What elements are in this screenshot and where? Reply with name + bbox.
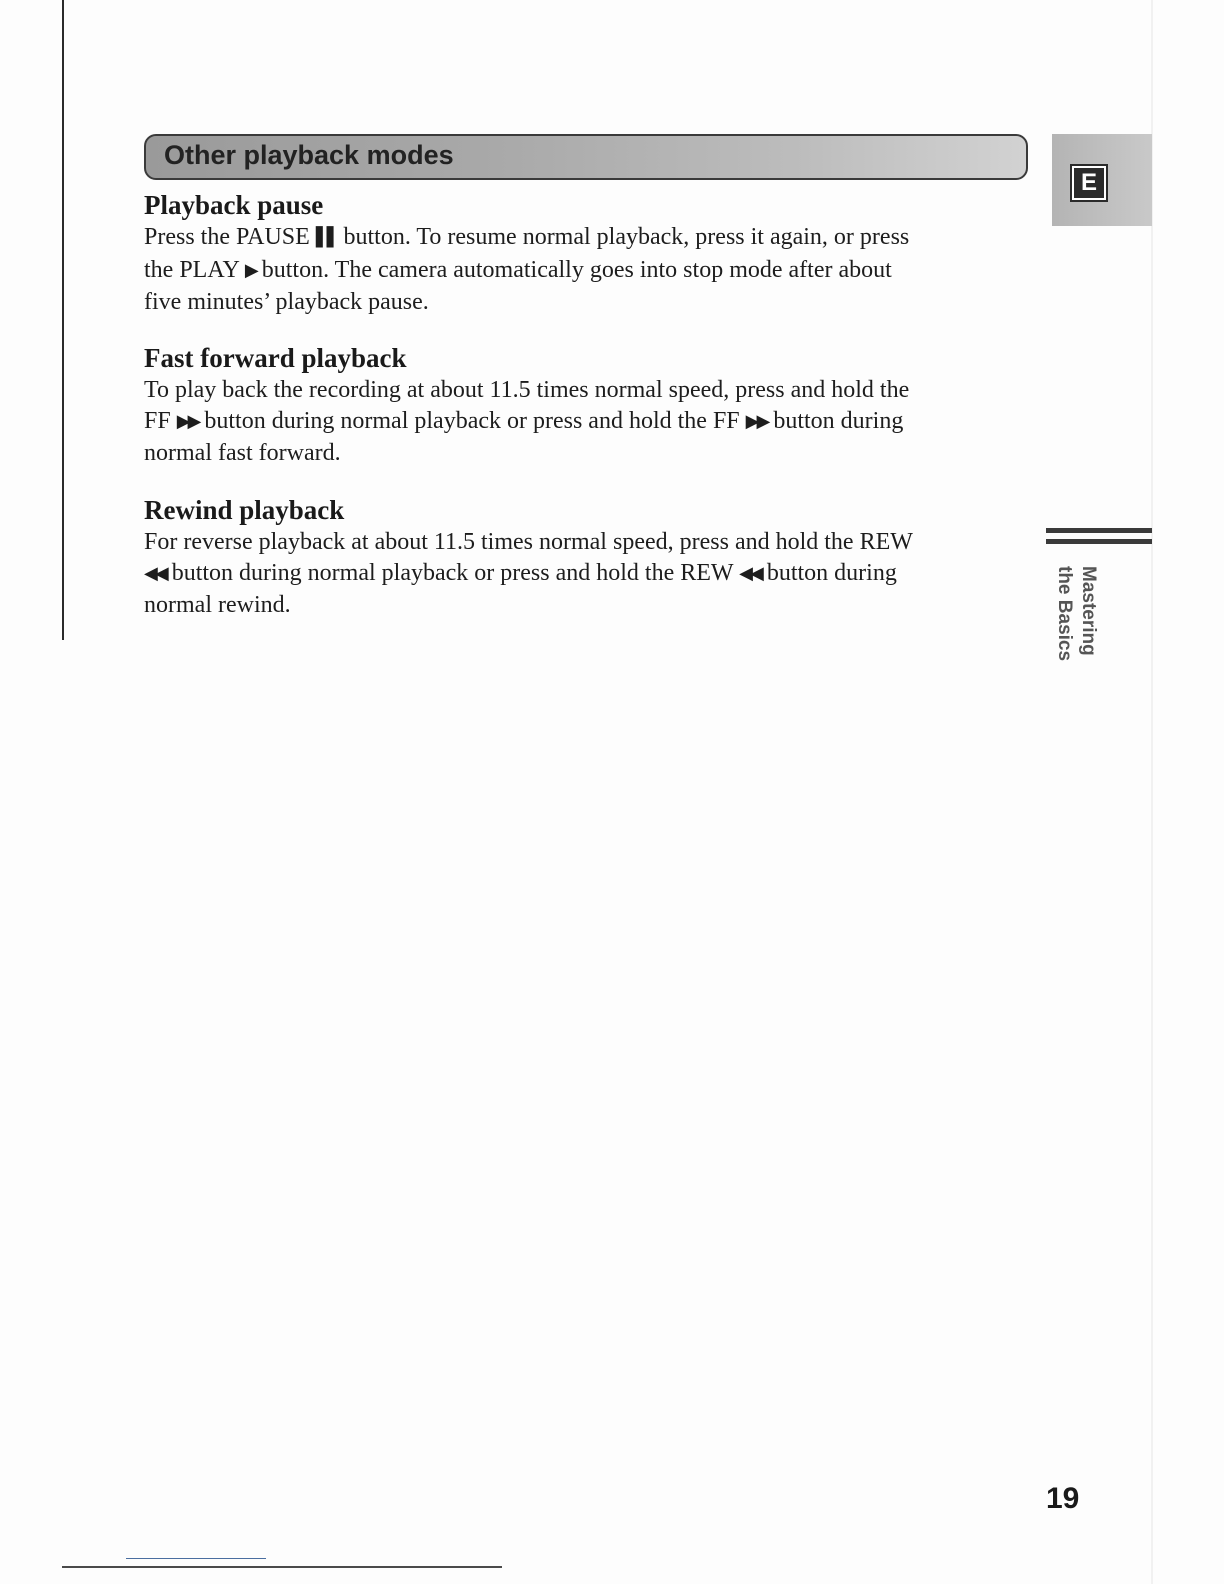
binding-edge-line — [62, 0, 64, 640]
section-title: Rewind playback — [144, 495, 345, 525]
page-number: 19 — [1046, 1482, 1080, 1515]
sidebar-bar — [1046, 528, 1152, 533]
footer-line — [126, 1558, 266, 1559]
play-icon: ▶ — [244, 259, 256, 281]
section-header-bar — [144, 134, 1028, 180]
rewind-icon: ◀◀ — [739, 562, 761, 584]
sidebar-chapter-label — [1044, 566, 1104, 678]
section-playback-pause — [144, 190, 1034, 318]
language-tab-letter: E — [1072, 166, 1106, 200]
section-title: Fast forward playback — [144, 343, 407, 373]
sidebar-label-line2: the Basics — [1054, 566, 1075, 662]
section-header-title: Other playback modes — [164, 140, 454, 170]
footer-edge — [62, 1566, 502, 1568]
pause-icon: ▌▌ — [315, 227, 338, 248]
section-body: For reverse playback at about 11.5 times normal speed, press and hold the REW ◀◀ button during normal playback or press and hold the REW ◀◀ button during normal rewind. — [144, 529, 913, 618]
fast-forward-icon: ▶▶ — [176, 410, 199, 432]
section-body: To play back the recording at about 11.5 times normal speed, press and hold the FF ▶▶ button during normal playback or press and hold the FF ▶▶ button during normal fast forward. — [144, 377, 910, 466]
section-rewind-playback — [144, 495, 1034, 621]
rewind-icon: ◀◀ — [144, 562, 166, 584]
section-fast-forward-playback — [144, 343, 1034, 469]
sidebar-bar — [1046, 539, 1152, 544]
sidebar-label-line1: Mastering — [1078, 566, 1099, 656]
section-body: Press the PAUSE ▌▌ button. To resume normal playback, press it again, or press the PLAY ▶ button. The camera automatically goes into stop mode after about five minutes’ playback pause. — [144, 224, 910, 315]
fast-forward-icon: ▶▶ — [745, 410, 768, 432]
page-right-edge — [1151, 0, 1153, 1584]
section-title: Playback pause — [144, 190, 324, 220]
sidebar-marker-bars — [1046, 528, 1152, 550]
